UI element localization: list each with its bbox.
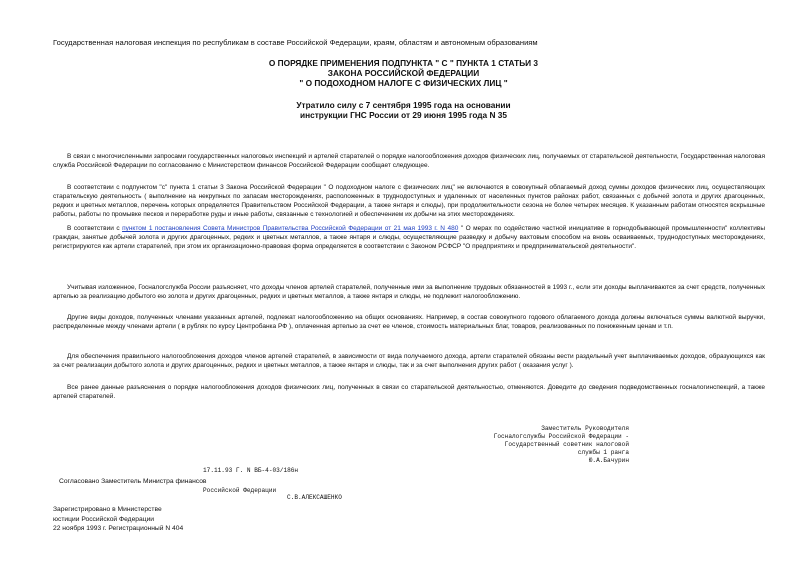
- status-line: Утратило силу с 7 сентября 1995 года на основании: [296, 100, 511, 110]
- status-line: инструкции ГНС России от 29 июня 1995 года N 35: [299, 110, 508, 121]
- paragraph-6: Для обеспечения правильного налогообложения доходов членов артелей старателей, в зависимости от вида получаемого дохода, артели старателей обязаны вести раздельный учет выплачиваемых доходов, образующихся как за счет реализации добытого золота и других драгоценных, редких и цветных металлов, а также янтаря и слюды, так и за счет выполнения других работ ( оказания услуг ).: [53, 353, 765, 369]
- signature-block: [494, 425, 629, 465]
- paragraph-3-text: " О мерах по содействию частной инициативе в горнодобывающей промышленности" коллективы граждан, занятые добычей золота и других драгоценных, редких и цветных металлов, а также янтаря и слюды, осуществляющие разведку и добычу вахтовым способом на вновь осваиваемых, труднодоступных месторождениях, регистрируются как артели старателей, при этом их организационно-правовая форма определяется в соответствии с Законом РСФСР "О предприятиях и предпринимательской деятельности".: [53, 225, 766, 250]
- approval-name: С.В.АЛЕКСАШЕНКО: [287, 494, 342, 501]
- signature-line: Госналогслужбы Российской Федерации -: [493, 433, 629, 441]
- approval-line: Согласовано Заместитель Министра финансов: [59, 478, 207, 485]
- document-status: [0, 100, 807, 120]
- decree-480-link[interactable]: пунктом 1 постановления Совета Министров Правительства Российской Федерации от 21 мая 1993 г. N 480: [122, 225, 459, 232]
- title-line: " О ПОДОХОДНОМ НАЛОГЕ С ФИЗИЧЕСКИХ ЛИЦ ": [299, 78, 508, 89]
- paragraph-1: В связи с многочисленными запросами государственных налоговых инспекций и артелей старателей о порядке налогообложения доходов физических лиц, получаемых от старательской деятельности, Государственная налоговая служба Российской Федерации по согласованию с Министерством финансов Российской Федерации сообщает следующее.: [53, 153, 765, 169]
- issuing-agency-header: Государственная налоговая инспекция по республикам в составе Российской Федерации, краям, областям и автономным образованиям: [53, 38, 538, 47]
- title-line: О ПОРЯДКЕ ПРИМЕНЕНИЯ ПОДПУНКТА " С " ПУНКТА 1 СТАТЬИ 3: [268, 58, 539, 68]
- paragraph-3: [53, 224, 765, 251]
- signature-line: службы 1 ранга: [577, 449, 629, 457]
- paragraph-5: Другие виды доходов, полученных членами указанных артелей, подлежат налогообложению на общих основаниях. Например, в состав совокупного годового облагаемого дохода должны включаться суммы валютной выручки, распределенные между членами артели ( в рублях по курсу Центробанка РФ ), оплаченная артелью за счет ее членов, стоимость материальных благ, товаров, реализованных по пониженным ценам и т.п.: [53, 314, 765, 330]
- title-line: ЗАКОНА РОССИЙСКОЙ ФЕДЕРАЦИИ: [327, 68, 480, 79]
- signature-line: Ю.А.Бачурин: [588, 457, 629, 465]
- signature-line: Заместитель Руководителя: [541, 425, 629, 432]
- document-reference: 17.11.93 Г. N ВБ-4-03/186н: [203, 467, 299, 474]
- paragraph-3-intro: В соответствии с: [67, 225, 123, 232]
- paragraph-7: Все ранее данные разъяснения о порядке налогообложения доходов физических лиц, полученных в связи со старательской деятельностью, отменяются. Доведите до сведения подведомственных госналогинспекций, а также артелей старателей.: [53, 384, 765, 400]
- document-title: [0, 58, 807, 89]
- registration-line: юстиции Российской Федерации: [53, 515, 155, 523]
- registration-block: [53, 505, 183, 534]
- signature-line: Государственный советник налоговой: [504, 441, 629, 449]
- paragraph-4: Учитывая изложенное, Госналогслужба России разъясняет, что доходы членов артелей старателей, полученные ими за выполнение трудовых обязанностей в 1993 г., если эти доходы выплачиваются за счет средств, полученных артелью за реализацию добытого ею золота и других драгоценных, редких и цветных металлов, а также янтаря и слюды, не подлежит налогообложению.: [53, 284, 765, 300]
- approval-rf: Российской Федерации: [203, 487, 277, 494]
- registration-line: Зарегистрировано в Министерстве: [53, 506, 162, 513]
- paragraph-2: В соответствии с подпунктом "с" пункта 1 статьи 3 Закона Российской Федерации " О подоходном налоге с физических лиц" не включаются в совокупный облагаемый доход суммы доходов физических лиц, осуществляющих старательскую деятельность ( выполнение на некрупных по запасам месторождениях, расположенных в труднодоступных и удаленных от населенных пунктов районах работ, связанных с добычей золота и других драгоценных, редких и цветных металлов, перечень которых определяется Правительством Российской Федерации, а также янтаря и слюды), при продолжительности сезона не более четырех месяцев. К указанным работам относятся вскрышные работы, работы по промывке песков и переработке руды и иные работы, связанные с технологией и обеспечением их добычи на этих месторождениях.: [53, 184, 765, 218]
- registration-line: 22 ноября 1993 г. Регистрационный N 404: [53, 525, 184, 533]
